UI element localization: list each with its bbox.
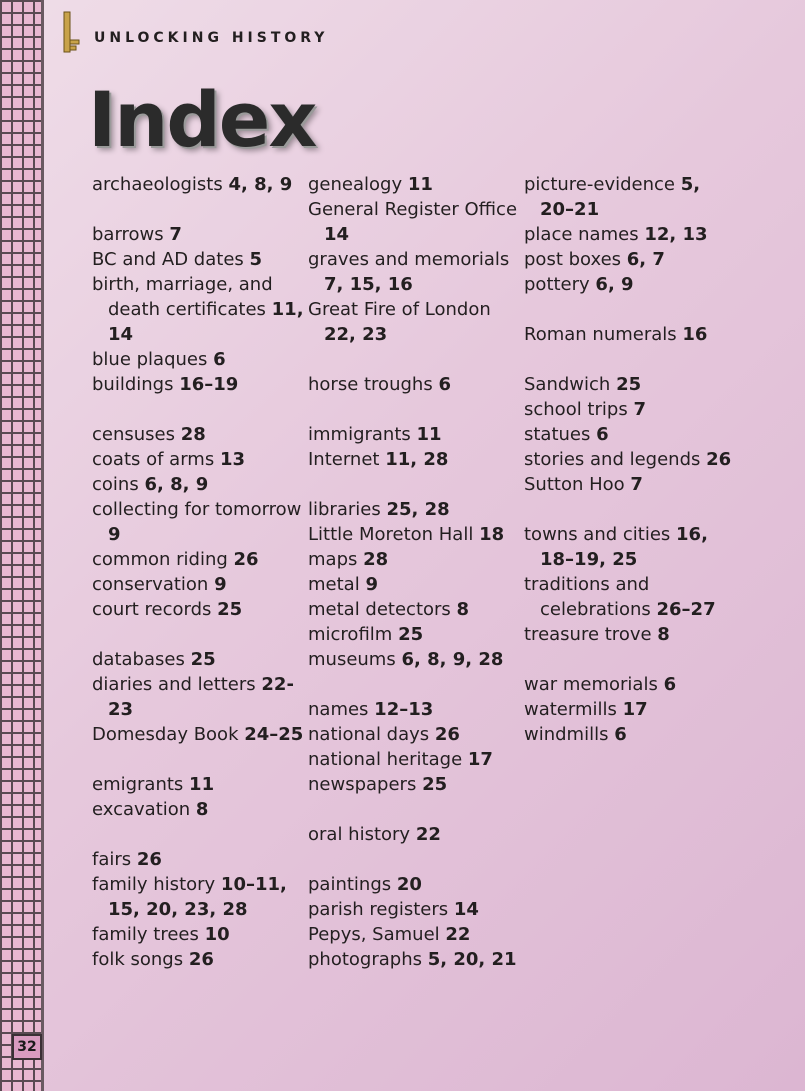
index-entry <box>92 272 307 347</box>
index-term: folk songs <box>92 949 184 970</box>
index-entry <box>524 572 739 622</box>
index-term: place names <box>524 224 639 245</box>
index-term: picture-evidence <box>524 174 675 195</box>
index-pages: 6, 8, 9 <box>144 474 209 495</box>
index-pages: 14 <box>453 899 479 920</box>
index-entry <box>524 622 739 647</box>
index-pages: 14 <box>324 224 350 245</box>
index-term: Sutton Hoo <box>524 474 625 495</box>
index-term: excavation <box>92 799 191 820</box>
index-pages: 26 <box>434 724 460 745</box>
index-term: stories and legends <box>524 449 701 470</box>
index-pages: 7 <box>630 474 643 495</box>
index-term: windmills <box>524 724 609 745</box>
index-pages: 6, 8, 9, 28 <box>401 649 504 670</box>
index-term: names <box>308 699 369 720</box>
index-entry <box>92 947 307 972</box>
index-entry <box>308 872 523 897</box>
index-pages: 7 <box>169 224 182 245</box>
index-entry <box>308 522 523 547</box>
index-term: Great Fire of London <box>308 299 491 320</box>
index-entry <box>92 922 307 947</box>
index-entry <box>308 447 523 472</box>
index-pages: 25 <box>190 649 216 670</box>
index-term: treasure trove <box>524 624 652 645</box>
index-entry <box>92 472 307 497</box>
index-entry <box>308 372 523 397</box>
index-pages: 6, 9 <box>595 274 634 295</box>
index-pages: 26 <box>233 549 259 570</box>
index-entry <box>308 722 523 747</box>
index-term: statues <box>524 424 591 445</box>
index-entry <box>308 922 523 947</box>
index-pages: 6 <box>596 424 609 445</box>
index-pages: 26–27 <box>656 599 716 620</box>
index-term: post boxes <box>524 249 622 270</box>
entry-gap <box>92 397 307 422</box>
index-entry <box>92 447 307 472</box>
index-column-3 <box>524 172 739 747</box>
index-term: libraries <box>308 499 381 520</box>
index-term: blue plaques <box>92 349 208 370</box>
index-column-1 <box>92 172 307 972</box>
index-entry <box>524 247 739 272</box>
index-entry <box>524 397 739 422</box>
index-term: birth, marriage, and death certificates <box>92 274 273 320</box>
index-entry <box>92 772 307 797</box>
index-entry <box>92 247 307 272</box>
index-term: coins <box>92 474 139 495</box>
index-pages: 6 <box>663 674 677 695</box>
index-pages: 26 <box>136 849 162 870</box>
index-entry <box>92 647 307 672</box>
index-pages: 4, 8, 9 <box>228 174 293 195</box>
index-term: common riding <box>92 549 228 570</box>
index-pages: 11 <box>416 424 442 445</box>
index-term: pottery <box>524 274 590 295</box>
index-pages: 6 <box>213 349 226 370</box>
index-pages: 25, 28 <box>386 499 450 520</box>
index-entry <box>92 422 307 447</box>
index-term: graves and memorials <box>308 249 510 270</box>
index-pages: 12, 13 <box>644 224 708 245</box>
index-pages: 25 <box>616 374 642 395</box>
entry-gap <box>524 297 739 322</box>
index-entry <box>524 222 739 247</box>
index-entry <box>524 722 739 747</box>
index-term: newspapers <box>308 774 417 795</box>
index-pages: 9 <box>365 574 378 595</box>
page-number: 32 <box>12 1034 42 1060</box>
index-pages: 16, 18–19, 25 <box>540 524 708 570</box>
index-entry <box>92 372 307 397</box>
index-term: coats of arms <box>92 449 215 470</box>
index-pages: 22-23 <box>108 674 294 720</box>
index-term: parish registers <box>308 899 449 920</box>
index-term: national heritage <box>308 749 463 770</box>
index-pages: 26 <box>188 949 214 970</box>
index-term: conservation <box>92 574 209 595</box>
index-term: microfilm <box>308 624 393 645</box>
index-pages: 6 <box>614 724 627 745</box>
index-pages: 24–25 <box>244 724 304 745</box>
key-icon <box>62 10 88 54</box>
index-pages: 8 <box>195 799 209 820</box>
index-pages: 9 <box>214 574 227 595</box>
index-entry <box>524 422 739 447</box>
index-entry <box>524 472 739 497</box>
index-entry <box>92 672 307 722</box>
index-entry <box>308 572 523 597</box>
entry-gap <box>92 197 307 222</box>
index-entry <box>524 372 739 397</box>
index-term: archaeologists <box>92 174 223 195</box>
index-term: Roman numerals <box>524 324 677 345</box>
entry-gap <box>308 472 523 497</box>
entry-gap <box>308 347 523 372</box>
index-entry <box>524 272 739 297</box>
index-entry <box>92 222 307 247</box>
index-pages: 16 <box>682 324 708 345</box>
index-pages: 8 <box>657 624 670 645</box>
index-entry <box>308 772 523 797</box>
index-entry <box>524 672 739 697</box>
index-entry <box>92 872 307 922</box>
index-term: family trees <box>92 924 199 945</box>
index-pages: 26 <box>706 449 732 470</box>
index-entry <box>92 172 307 197</box>
index-term: national days <box>308 724 430 745</box>
index-pages: 5 <box>249 249 263 270</box>
index-entry <box>308 947 523 972</box>
index-pages: 20 <box>396 874 422 895</box>
index-pages: 13 <box>219 449 245 470</box>
index-term: emigrants <box>92 774 184 795</box>
index-term: family history <box>92 874 216 895</box>
index-pages: 5, 20, 21 <box>427 949 517 970</box>
index-term: maps <box>308 549 358 570</box>
entry-gap <box>308 847 523 872</box>
index-term: General Register Office <box>308 199 518 220</box>
index-entry <box>308 597 523 622</box>
index-pages: 5, 20–21 <box>540 174 701 220</box>
index-entry <box>308 197 523 247</box>
index-term: metal detectors <box>308 599 451 620</box>
index-entry <box>524 522 739 572</box>
binding-border <box>0 0 44 1091</box>
index-term: Sandwich <box>524 374 611 395</box>
index-entry <box>92 347 307 372</box>
index-entry <box>308 622 523 647</box>
index-pages: 6 <box>438 374 451 395</box>
index-term: Domesday Book <box>92 724 239 745</box>
entry-gap <box>308 797 523 822</box>
index-pages: 9 <box>108 524 121 545</box>
index-entry <box>308 422 523 447</box>
index-term: towns and cities <box>524 524 671 545</box>
index-term: museums <box>308 649 396 670</box>
entry-gap <box>92 822 307 847</box>
index-term: war memorials <box>524 674 658 695</box>
index-term: traditions and celebrations <box>524 574 651 620</box>
index-term: metal <box>308 574 360 595</box>
index-entry <box>308 897 523 922</box>
index-pages: 8 <box>456 599 470 620</box>
index-pages: 28 <box>363 549 389 570</box>
index-entry <box>92 547 307 572</box>
index-pages: 12–13 <box>374 699 434 720</box>
index-term: genealogy <box>308 174 403 195</box>
index-entry <box>308 547 523 572</box>
index-entry <box>92 497 307 547</box>
index-pages: 17 <box>467 749 493 770</box>
index-entry <box>308 822 523 847</box>
index-term: Pepys, Samuel <box>308 924 440 945</box>
index-entry <box>308 497 523 522</box>
index-term: buildings <box>92 374 174 395</box>
index-entry <box>524 447 739 472</box>
index-entry <box>308 697 523 722</box>
entry-gap <box>524 347 739 372</box>
index-term: BC and AD dates <box>92 249 244 270</box>
index-entry <box>524 172 739 222</box>
index-pages: 22 <box>445 924 471 945</box>
index-pages: 11 <box>189 774 215 795</box>
index-pages: 11, 14 <box>108 299 304 345</box>
index-term: photographs <box>308 949 422 970</box>
index-entry <box>308 247 523 297</box>
index-pages: 11, 28 <box>385 449 449 470</box>
index-entry <box>92 597 307 622</box>
index-entry <box>92 572 307 597</box>
series-title: UNLOCKING HISTORY <box>94 30 329 46</box>
index-term: databases <box>92 649 185 670</box>
index-entry <box>308 647 523 672</box>
entry-gap <box>308 397 523 422</box>
index-term: horse troughs <box>308 374 433 395</box>
index-term: barrows <box>92 224 164 245</box>
index-term: collecting for tomorrow <box>92 499 302 520</box>
index-term: oral history <box>308 824 411 845</box>
index-entry <box>524 697 739 722</box>
index-term: court records <box>92 599 212 620</box>
index-pages: 18 <box>479 524 505 545</box>
index-pages: 7 <box>633 399 646 420</box>
index-pages: 22 <box>415 824 441 845</box>
index-term: Little Moreton Hall <box>308 524 474 545</box>
index-term: censuses <box>92 424 175 445</box>
index-term: watermills <box>524 699 617 720</box>
index-entry <box>92 797 307 822</box>
index-column-2 <box>308 172 523 972</box>
entry-gap <box>92 747 307 772</box>
index-entry <box>308 172 523 197</box>
index-pages: 25 <box>217 599 243 620</box>
page-title: Index <box>88 75 316 164</box>
index-pages: 17 <box>622 699 648 720</box>
index-term: school trips <box>524 399 628 420</box>
index-term: fairs <box>92 849 132 870</box>
index-pages: 6, 7 <box>626 249 665 270</box>
entry-gap <box>308 672 523 697</box>
index-entry <box>308 747 523 772</box>
index-entry <box>92 847 307 872</box>
index-entry <box>524 322 739 347</box>
index-term: immigrants <box>308 424 411 445</box>
index-term: diaries and letters <box>92 674 256 695</box>
index-term: Internet <box>308 449 380 470</box>
index-entry <box>92 722 307 747</box>
entry-gap <box>92 622 307 647</box>
index-pages: 22, 23 <box>324 324 388 345</box>
entry-gap <box>524 497 739 522</box>
index-pages: 25 <box>422 774 448 795</box>
index-pages: 28 <box>180 424 206 445</box>
index-term: paintings <box>308 874 392 895</box>
entry-gap <box>524 647 739 672</box>
index-pages: 16–19 <box>179 374 239 395</box>
index-pages: 11 <box>407 174 433 195</box>
index-pages: 10–11, 15, 20, 23, 28 <box>108 874 287 920</box>
index-pages: 7, 15, 16 <box>324 274 413 295</box>
index-entry <box>308 297 523 347</box>
index-pages: 10 <box>204 924 230 945</box>
index-pages: 25 <box>398 624 424 645</box>
